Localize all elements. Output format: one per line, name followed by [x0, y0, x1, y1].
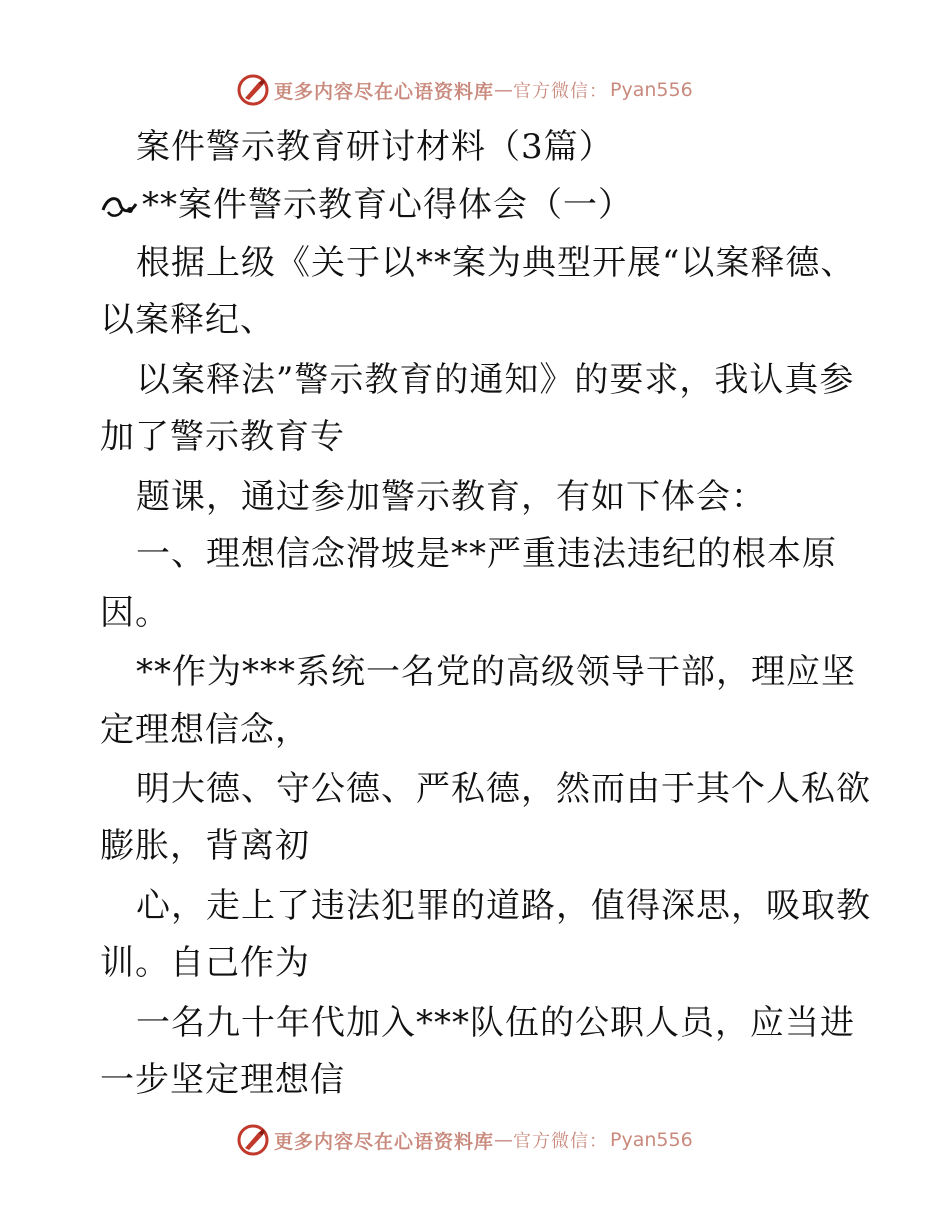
header-banner: [236, 72, 716, 108]
body-line-9: 定理想信念，: [100, 710, 310, 750]
section-heading-text: **案件警示教育心得体会（一）: [142, 185, 633, 225]
banner-dash: —: [494, 1129, 514, 1151]
body-line-6: 一、理想信念滑坡是**严重违法违纪的根本原: [136, 534, 837, 574]
body-line-7: 因。: [100, 593, 170, 633]
banner-brand-text: 更多内容尽在心语资料库: [274, 1130, 495, 1153]
body-line-12: 心，走上了违法犯罪的道路，值得深思，吸取教: [136, 886, 871, 926]
banner-wechat-id: Pyan556: [610, 1129, 693, 1151]
body-line-4: 加了警示教育专: [100, 417, 345, 457]
brand-logo-icon: [236, 1123, 270, 1157]
body-line-13: 训。自己作为: [100, 943, 310, 983]
body-line-15: 一步坚定理想信: [100, 1060, 345, 1100]
banner-official-label: 官方微信：: [513, 81, 609, 102]
document-title: 案件警示教育研讨材料（3篇）: [136, 127, 614, 167]
body-line-11: 膨胀，背离初: [100, 826, 310, 866]
banner-dash: —: [494, 79, 514, 101]
section-heading: [100, 185, 633, 225]
banner-brand-text: 更多内容尽在心语资料库: [274, 80, 495, 103]
body-line-1: 根据上级《关于以**案为典型开展“以案释德、: [136, 243, 856, 283]
body-line-10: 明大德、守公德、严私德，然而由于其个人私欲: [136, 769, 871, 809]
body-line-8: **作为***系统一名党的高级领导干部，理应坚: [136, 652, 856, 692]
body-line-2: 以案释纪、: [100, 300, 275, 340]
body-line-14: 一名九十年代加入***队伍的公职人员，应当进: [136, 1003, 855, 1043]
body-line-3: 以案释法”警示教育的通知》的要求，我认真参: [136, 360, 855, 400]
banner-official-label: 官方微信：: [513, 1131, 609, 1152]
fleuron-ornament-icon: [100, 190, 140, 220]
body-line-5: 题课，通过参加警示教育，有如下体会：: [136, 477, 766, 517]
banner-wechat-id: Pyan556: [610, 79, 693, 101]
brand-logo-icon: [236, 73, 270, 107]
footer-banner: [236, 1122, 716, 1158]
